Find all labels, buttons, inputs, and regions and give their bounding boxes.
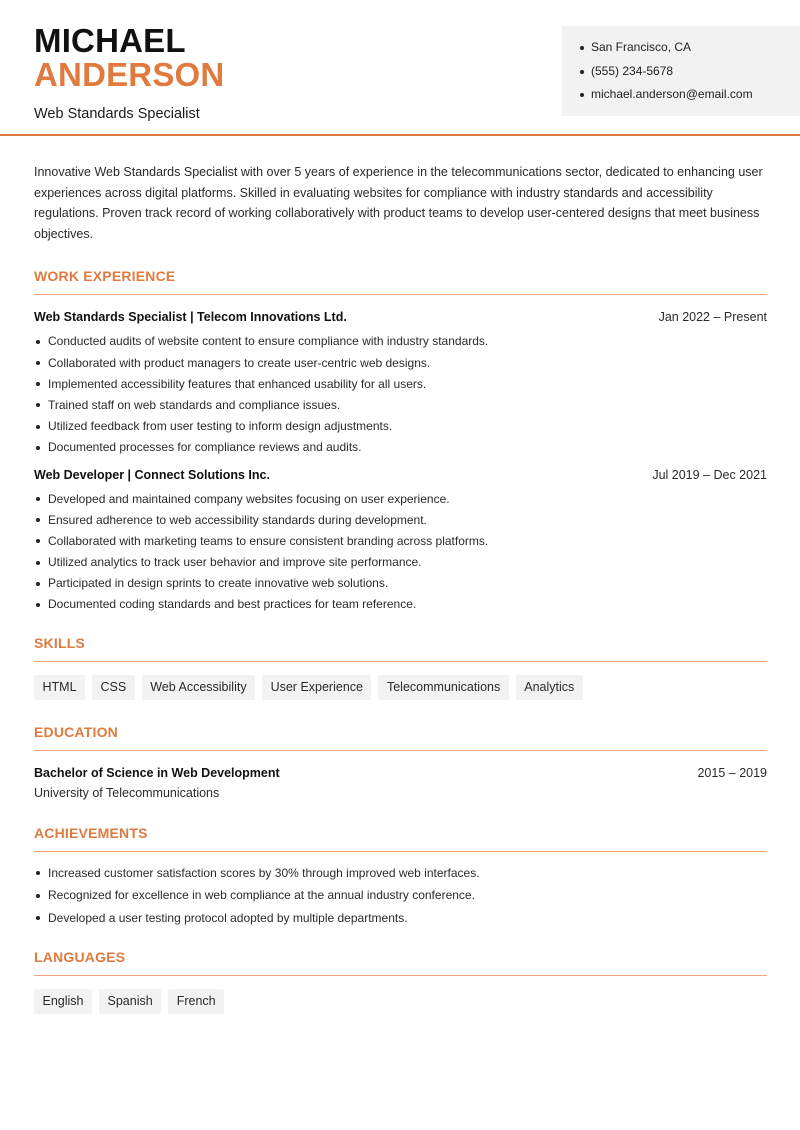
job-header <box>34 310 767 324</box>
list-item-text: Participated in design sprints to create innovative web solutions. <box>48 576 389 591</box>
list-item <box>34 534 767 555</box>
bullet-icon <box>36 446 40 450</box>
section-divider <box>34 851 767 852</box>
education-dates: 2015 – 2019 <box>697 765 767 780</box>
list-item <box>34 888 767 911</box>
list-item <box>34 555 767 576</box>
list-item <box>34 440 767 461</box>
list-item <box>34 377 767 398</box>
section-title-achievements: ACHIEVEMENTS <box>34 824 148 841</box>
list-item-text: Recognized for excellence in web compliance at the annual industry conference. <box>48 888 475 903</box>
last-name: ANDERSON <box>34 56 225 93</box>
summary: Innovative Web Standards Specialist with over 5 years of experience in the telecommunications sector, dedicated to enhancing user experiences across digital platforms. Skilled in evaluating websites for compliance with industry standards and accessibility regulations. Proven track record of working collaboratively with product teams to develop user-centered designs that meet business objectives. <box>34 165 763 241</box>
language-tag: French <box>168 989 224 1014</box>
bullet-icon <box>36 518 40 522</box>
resume-content <box>34 162 767 1014</box>
job-dates: Jan 2022 – Present <box>658 310 767 325</box>
section-divider <box>34 294 767 295</box>
job-entry <box>34 310 767 461</box>
list-item <box>34 513 767 534</box>
job-title: Web Standards Specialist <box>34 106 200 122</box>
bullet-icon <box>36 382 40 386</box>
job-role: Web Standards Specialist | Telecom Innovations Ltd. <box>34 310 347 325</box>
job-bullets <box>34 492 767 619</box>
skill-tag: Telecommunications <box>378 675 508 700</box>
list-item <box>34 597 767 618</box>
list-item <box>34 492 767 513</box>
section-title-skills: SKILLS <box>34 634 85 651</box>
contact-location <box>580 40 800 64</box>
list-item <box>34 356 767 377</box>
bullet-icon <box>36 894 40 898</box>
bullet-icon <box>580 46 584 50</box>
skill-tag: Analytics <box>516 675 583 700</box>
degree: Bachelor of Science in Web Development <box>34 765 280 780</box>
list-item-text: Developed a user testing protocol adopted by multiple departments. <box>48 910 408 925</box>
bullet-icon <box>36 582 40 586</box>
list-item-text: Conducted audits of website content to ensure compliance with industry standards. <box>48 334 489 349</box>
language-tag: English <box>34 989 92 1014</box>
achievements-section <box>34 825 767 934</box>
list-item-text: Documented coding standards and best practices for team reference. <box>48 597 417 612</box>
list-item <box>34 334 767 355</box>
skill-tag: Web Accessibility <box>142 675 255 700</box>
list-item-text: Utilized feedback from user testing to inform design adjustments. <box>48 419 393 434</box>
list-item <box>34 866 767 889</box>
school-name: University of Telecommunications <box>34 785 220 800</box>
language-tags <box>34 989 767 1014</box>
bullet-icon <box>36 425 40 429</box>
contact-phone-text: (555) 234-5678 <box>591 63 674 78</box>
job-role: Web Developer | Connect Solutions Inc. <box>34 467 270 482</box>
list-item-text: Collaborated with product managers to create user-centric web designs. <box>48 355 431 370</box>
list-item <box>34 398 767 419</box>
list-item-text: Documented processes for compliance reviews and audits. <box>48 440 362 455</box>
language-tag: Spanish <box>99 989 161 1014</box>
name-block <box>34 24 224 122</box>
contact-phone <box>580 64 800 88</box>
list-item-text: Increased customer satisfaction scores by 30% through improved web interfaces. <box>48 865 480 880</box>
bullet-icon <box>580 93 584 97</box>
bullet-icon <box>36 561 40 565</box>
education-entry <box>34 766 767 800</box>
bullet-icon <box>36 497 40 501</box>
list-item-text: Implemented accessibility features that enhanced usability for all users. <box>48 376 427 391</box>
bullet-icon <box>36 340 40 344</box>
resume-header <box>0 0 800 136</box>
skills-tags <box>34 675 767 700</box>
contact-list <box>580 40 800 111</box>
section-title-languages: LANGUAGES <box>34 949 126 966</box>
job-bullets <box>34 334 767 461</box>
section-title-work: WORK EXPERIENCE <box>34 268 176 285</box>
contact-email-text: michael.anderson@email.com <box>591 87 753 101</box>
section-divider <box>34 661 767 662</box>
list-item-text: Ensured adherence to web accessibility standards during development. <box>48 512 427 527</box>
bullet-icon <box>36 539 40 543</box>
bullet-icon <box>36 403 40 407</box>
education-header <box>34 766 767 780</box>
contact-location-text: San Francisco, CA <box>591 40 692 54</box>
list-item-text: Collaborated with marketing teams to ensure consistent branding across platforms. <box>48 533 489 548</box>
list-item-text: Utilized analytics to track user behavior and improve site performance. <box>48 555 422 570</box>
first-name: MICHAEL <box>34 22 186 59</box>
skill-tag: CSS <box>92 675 135 700</box>
job-header <box>34 468 767 482</box>
job-entry <box>34 468 767 619</box>
list-item <box>34 419 767 440</box>
contact-box <box>562 26 800 116</box>
education-section <box>34 724 767 800</box>
bullet-icon <box>580 70 584 74</box>
skill-tag: HTML <box>34 675 85 700</box>
bullet-icon <box>36 603 40 607</box>
job-dates: Jul 2019 – Dec 2021 <box>652 467 767 482</box>
bullet-icon <box>36 361 40 365</box>
skills-section <box>34 635 767 700</box>
section-divider <box>34 750 767 751</box>
list-item-text: Developed and maintained company websites focusing on user experience. <box>48 491 450 506</box>
list-item <box>34 576 767 597</box>
languages-section <box>34 949 767 1014</box>
list-item-text: Trained staff on web standards and compliance issues. <box>48 397 341 412</box>
achievements-list <box>34 866 767 934</box>
list-item <box>34 911 767 934</box>
work-experience-section <box>34 268 767 618</box>
bullet-icon <box>36 871 40 875</box>
contact-email <box>580 87 800 111</box>
section-title-education: EDUCATION <box>34 723 118 740</box>
section-divider <box>34 975 767 976</box>
bullet-icon <box>36 916 40 920</box>
skill-tag: User Experience <box>262 675 371 700</box>
